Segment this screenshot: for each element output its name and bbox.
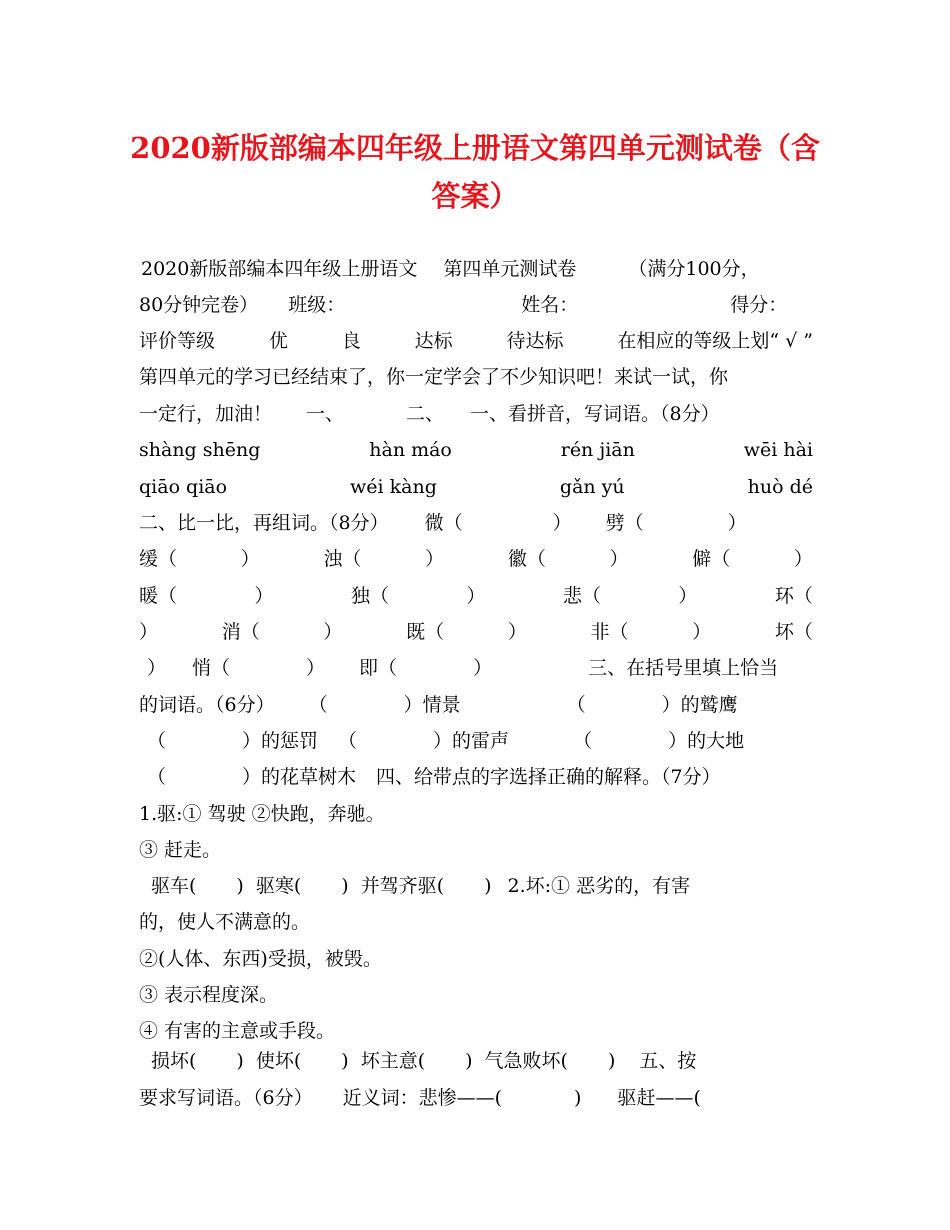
text-line: 一定行，加油！ 一、 二、 一、看拼音，写词语。（8分） [139, 403, 720, 425]
text-line: 二、比一比，再组词。（8分） 微（ ） 劈（ ） [139, 512, 747, 534]
text-line: （ ）的惩罚 （ ）的雷声 （ ）的大地 [147, 730, 745, 752]
document-title-line-2: 答案） [431, 179, 519, 213]
document-title-line-1: 2020新版部编本四年级上册语文第四单元测试卷（含 [130, 131, 820, 165]
text-line: ②(人体、东西)受损，被毁。 [139, 948, 382, 970]
text-line: ） 消（ ） 既（ ） 非（ ） 坏（ [139, 621, 813, 643]
name-label: 姓名： [521, 294, 579, 316]
text-line: 的词语。（6分） （ ）情景 （ ）的鹫鹰 [139, 694, 738, 716]
text-line: 评价等级 优 良 达标 待达标 在相应的等级上划“ √ ” [139, 330, 813, 352]
text-line: 要求写词语。（6分） 近义词：悲惨——( ) 驱赶——( [139, 1087, 701, 1109]
score-label: 得分： [730, 294, 788, 316]
text-line: 2020新版部编本四年级上册语文 第四单元测试卷 （满分100分， [141, 258, 760, 280]
text-line: 缓（ ） 浊（ ） 徽（ ） 僻（ ） [139, 548, 813, 570]
text-line: ） 悄（ ） 即（ ） 三、在括号里填上恰当 [147, 657, 779, 679]
text-line: （ ）的花草树木 四、给带点的字选择正确的解释。（7分） [147, 766, 721, 788]
text-line: 1.驱:① 驾驶 ②快跑，奔驰。 [139, 803, 385, 825]
pinyin-line: qiāo qiāo wéi kàng gǎn yú huò dé [139, 476, 813, 498]
text-line: 的，使人不满意的。 [139, 911, 311, 933]
text-line: 80分钟完卷） 班级： 姓名： 得分： [139, 294, 788, 316]
pinyin-line: shàng shēng hàn máo rén jiān wēi hài [139, 439, 813, 461]
text-line: 损坏( ) 使坏( ) 坏主意( ) 气急败坏( ) 五、按 [151, 1050, 697, 1072]
text-line: 第四单元的学习已经结束了，你一定学会了不少知识吧！来试一试，你 [139, 366, 729, 388]
text-line: ③ 表示程度深。 [139, 984, 279, 1006]
text-line: 暖（ ） 独（ ） 悲（ ） 环（ [139, 585, 813, 607]
text-line: 驱车( ) 驱寒( ) 并驾齐驱( ) 2.坏:① 恶劣的，有害 [151, 875, 691, 897]
class-label: 班级： [288, 294, 346, 316]
text-line: ③ 赶走。 [139, 839, 222, 861]
text-line: ④ 有害的主意或手段。 [139, 1020, 336, 1042]
